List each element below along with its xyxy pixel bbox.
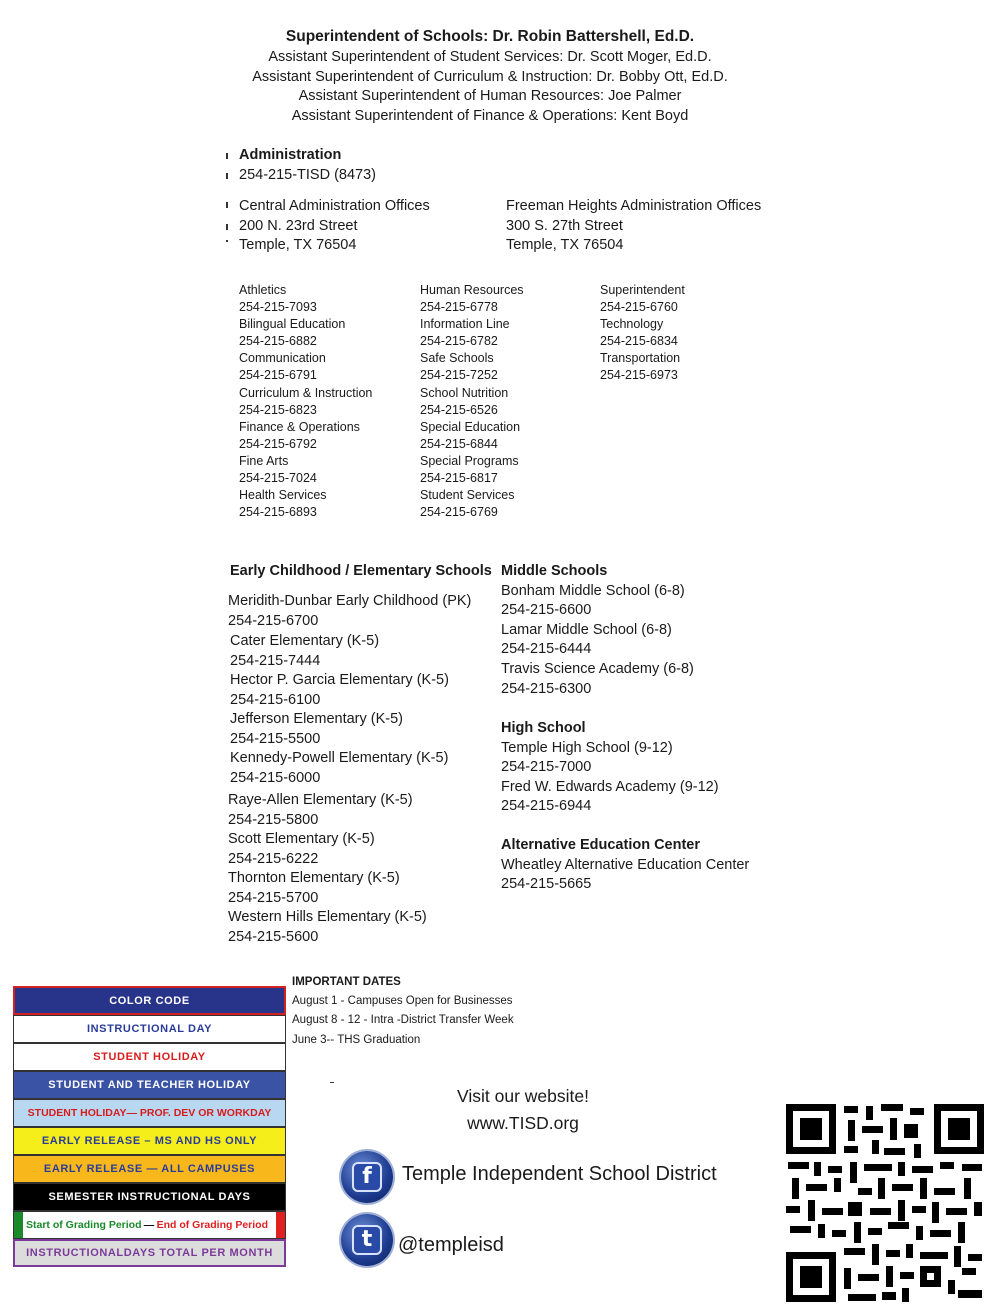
school-name: Hector P. Garcia Elementary (K-5) — [230, 672, 449, 688]
office-city: Temple, TX 76504 — [239, 237, 357, 254]
school-list-item — [228, 592, 471, 631]
dept-phone: 254-215-6769 — [420, 505, 498, 520]
school-phone: 254-215-6700 — [228, 612, 319, 629]
school-phone: 254-215-6944 — [501, 798, 592, 815]
school-phone: 254-215-6444 — [501, 641, 592, 658]
dept-phone: 254-215-7093 — [239, 300, 317, 315]
twitter-glyph: t — [352, 1225, 382, 1255]
department-column-3 — [600, 282, 685, 385]
dept-phone: 254-215-6760 — [600, 300, 678, 315]
date-sep: - — [360, 1014, 371, 1027]
dept-phone: 254-215-6526 — [420, 402, 498, 417]
school-phone: 254-215-6100 — [230, 691, 321, 708]
date-text: Intra -District Transfer Week — [370, 1014, 514, 1027]
school-list-item — [230, 671, 449, 710]
school-name: Bonham Middle School (6-8) — [501, 582, 685, 599]
date-sep: -- — [326, 1033, 338, 1046]
legend-title: COLOR CODE — [13, 986, 286, 1015]
school-phone: 254-215-5600 — [228, 928, 319, 945]
visit-website-text: Visit our website! — [457, 1086, 589, 1106]
date-text: THS Graduation — [337, 1033, 421, 1046]
date-item — [292, 992, 514, 1011]
school-list-item — [228, 869, 400, 908]
high-school-block — [501, 719, 719, 817]
dept-name: Transportation — [600, 351, 681, 366]
dept-phone: 254-215-7252 — [420, 368, 498, 383]
elementary-heading: Early Childhood / Elementary Schools — [230, 563, 492, 579]
dept-phone: 254-215-7024 — [239, 471, 317, 486]
grading-start-label: Start of Grading Period — [26, 1219, 142, 1231]
dept-name: Athletics — [239, 283, 287, 297]
twitter-handle[interactable]: @templeisd — [398, 1234, 504, 1256]
dept-name: Student Services — [420, 488, 515, 503]
dot-mark — [330, 1082, 334, 1083]
dept-phone: 254-215-6817 — [420, 471, 498, 486]
legend-grading-period — [13, 1211, 286, 1239]
margin-mark — [226, 224, 228, 230]
school-list-item — [230, 710, 403, 749]
legend-prof-dev-workday: STUDENT HOLIDAY— PROF. DEV OR WORKDAY — [13, 1099, 286, 1127]
date-sep: - — [337, 995, 348, 1008]
dept-name: Human Resources — [420, 283, 524, 297]
school-name: Wheatley Alternative Education Center — [501, 856, 750, 873]
high-school-heading: High School — [501, 720, 586, 736]
school-phone: 254-215-5800 — [228, 811, 319, 828]
middle-schools-block — [501, 562, 694, 699]
school-phone: 254-215-6000 — [230, 769, 321, 786]
dept-name: Bilingual Education — [239, 317, 346, 332]
important-dates-heading: IMPORTANT DATES — [292, 976, 401, 988]
administration-block — [239, 146, 376, 185]
dept-name: Curriculum & Instruction — [239, 385, 373, 400]
margin-mark — [226, 153, 228, 159]
school-name: Meridith-Dunbar Early Childhood (PK) — [228, 593, 472, 609]
school-phone: 254-215-5700 — [228, 889, 319, 906]
administration-phone: 254-215-TISD (8473) — [239, 166, 377, 183]
dept-name: Special Education — [420, 419, 521, 434]
color-code-legend — [13, 986, 286, 1267]
legend-student-holiday: STUDENT HOLIDAY — [13, 1043, 286, 1071]
central-office — [239, 197, 430, 256]
assistant-superintendent-finance: Assistant Superintendent of Finance & Operations: Kent Boyd — [291, 107, 689, 124]
department-column-1 — [239, 282, 372, 521]
school-name: Cater Elementary (K-5) — [230, 633, 380, 649]
facebook-glyph: f — [352, 1162, 382, 1192]
dept-phone: 254-215-6791 — [239, 368, 317, 383]
school-phone: 254-215-6600 — [501, 602, 592, 619]
dept-name: Communication — [239, 351, 326, 366]
date-value: June 3 — [292, 1033, 327, 1046]
school-name: Thornton Elementary (K-5) — [228, 870, 400, 886]
dept-phone: 254-215-6893 — [239, 505, 317, 520]
dept-name: Special Programs — [420, 453, 519, 468]
school-phone: 254-215-6300 — [501, 680, 592, 697]
dept-phone: 254-215-6782 — [420, 334, 498, 349]
website-link[interactable]: www.TISD.org — [467, 1113, 579, 1133]
date-value: August 8 - 12 — [292, 1014, 361, 1027]
important-dates — [292, 973, 514, 1050]
school-list-item — [228, 908, 427, 947]
dept-phone: 254-215-6834 — [600, 334, 678, 349]
alternative-education-block — [501, 836, 749, 895]
office-name: Freeman Heights Administration Offices — [506, 198, 762, 214]
grading-dash: — — [143, 1219, 155, 1231]
assistant-superintendent-student-services: Assistant Superintendent of Student Services: Dr. Scott Moger, Ed.D. — [268, 49, 712, 65]
margin-mark — [226, 240, 228, 242]
school-name: Kennedy-Powell Elementary (K-5) — [230, 750, 449, 766]
margin-mark — [226, 202, 228, 208]
twitter-icon[interactable] — [341, 1214, 393, 1266]
dept-name: Information Line — [420, 317, 510, 332]
school-name: Jefferson Elementary (K-5) — [230, 711, 403, 727]
dept-name: Fine Arts — [239, 453, 289, 468]
legend-semester-days: SEMESTER INSTRUCTIONAL DAYS — [13, 1183, 286, 1211]
grading-end-label: End of Grading Period — [156, 1219, 268, 1231]
assistant-superintendent-hr: Assistant Superintendent of Human Resources: Joe Palmer — [298, 88, 682, 104]
school-phone: 254-215-6222 — [228, 850, 319, 867]
school-name: Western Hills Elementary (K-5) — [228, 909, 427, 925]
facebook-icon[interactable] — [341, 1151, 393, 1203]
dept-name: Health Services — [239, 488, 327, 503]
dept-phone: 254-215-6792 — [239, 436, 317, 451]
facebook-label[interactable]: Temple Independent School District — [402, 1163, 717, 1185]
office-name: Central Administration Offices — [239, 198, 430, 214]
date-item — [292, 1031, 514, 1050]
date-text: Campuses Open for Businesses — [347, 995, 513, 1008]
dept-phone: 254-215-6844 — [420, 436, 498, 451]
department-column-2 — [420, 282, 524, 521]
grading-start-marker — [14, 1212, 23, 1238]
date-item — [292, 1011, 514, 1030]
office-street: 300 S. 27th Street — [506, 217, 623, 234]
dept-name: Superintendent — [600, 283, 685, 297]
alternative-heading: Alternative Education Center — [501, 837, 701, 853]
school-list-item — [230, 632, 379, 671]
school-name: Scott Elementary (K-5) — [228, 831, 375, 847]
school-name: Travis Science Academy (6-8) — [501, 660, 694, 677]
dept-name: Finance & Operations — [239, 419, 360, 434]
school-list-item — [228, 791, 413, 830]
school-phone: 254-215-5500 — [230, 730, 321, 747]
school-name: Raye-Allen Elementary (K-5) — [228, 792, 413, 808]
school-phone: 254-215-7444 — [230, 652, 321, 669]
dept-name: Technology — [600, 317, 664, 332]
legend-instructional-day: INSTRUCTIONAL DAY — [13, 1015, 286, 1043]
school-name: Fred W. Edwards Academy (9-12) — [501, 778, 719, 795]
legend-student-teacher-holiday: STUDENT AND TEACHER HOLIDAY — [13, 1071, 286, 1099]
school-name: Lamar Middle School (6-8) — [501, 621, 672, 638]
legend-early-release-ms-hs: EARLY RELEASE – MS AND HS ONLY — [13, 1127, 286, 1155]
office-street: 200 N. 23rd Street — [239, 217, 358, 234]
freeman-heights-office — [506, 197, 761, 256]
school-list-item — [228, 830, 375, 869]
dept-phone: 254-215-6823 — [239, 402, 317, 417]
administration-heading: Administration — [239, 147, 342, 163]
date-value: August 1 — [292, 995, 338, 1008]
margin-mark — [226, 173, 228, 179]
dept-name: Safe Schools — [420, 351, 494, 366]
school-list-item — [230, 749, 448, 788]
dept-name: School Nutrition — [420, 385, 509, 400]
assistant-superintendent-curriculum: Assistant Superintendent of Curriculum & Instruction: Dr. Bobby Ott, Ed.D. — [252, 68, 728, 85]
superintendent-title: Superintendent of Schools: Dr. Robin Battershell, Ed.D. — [285, 28, 695, 45]
grading-end-marker — [276, 1212, 285, 1238]
dept-phone: 254-215-6778 — [420, 300, 498, 315]
website-block — [423, 1083, 623, 1137]
office-city: Temple, TX 76504 — [506, 237, 624, 254]
school-phone: 254-215-5665 — [501, 876, 592, 893]
dept-phone: 254-215-6882 — [239, 334, 317, 349]
legend-total-days: INSTRUCTIONALDAYS TOTAL PER MONTH — [13, 1239, 286, 1267]
school-phone: 254-215-7000 — [501, 759, 592, 776]
legend-early-release-all: EARLY RELEASE — ALL CAMPUSES — [13, 1155, 286, 1183]
middle-schools-heading: Middle Schools — [501, 563, 608, 579]
qr-code[interactable] — [786, 1104, 984, 1302]
school-name: Temple High School (9-12) — [501, 739, 673, 756]
dept-phone: 254-215-6973 — [600, 368, 678, 383]
